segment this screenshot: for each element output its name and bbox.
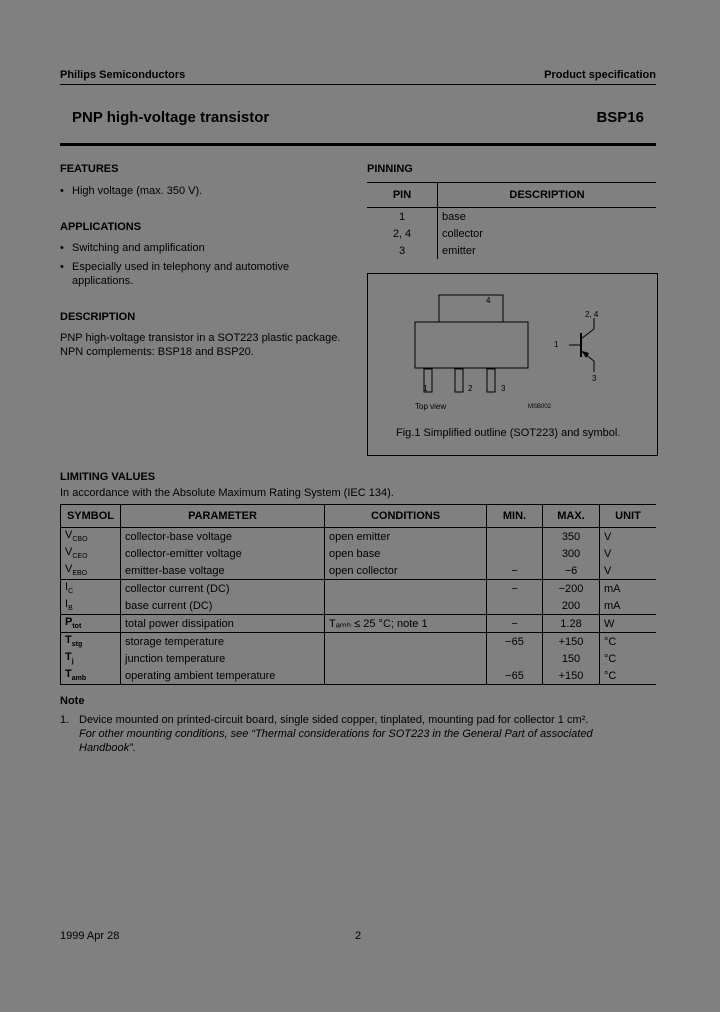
- pin-col-header: PIN: [367, 183, 438, 208]
- table-row: [61, 528, 657, 546]
- table-row: [61, 650, 657, 667]
- drawing-code: MSB002: [528, 404, 552, 410]
- symbol: V: [65, 546, 73, 559]
- conditions-cell: [325, 650, 487, 667]
- symbol-subscript: CBO: [72, 536, 88, 544]
- symbol-label: 3: [592, 374, 597, 383]
- pin-desc: collector: [442, 227, 483, 240]
- max-cell: 300: [543, 545, 600, 562]
- parameter-cell: operating ambient temperature: [121, 667, 325, 685]
- symbol-cell: [61, 528, 121, 546]
- symbol-cell: [61, 580, 121, 598]
- conditions-cell: [325, 633, 487, 651]
- col-header: UNIT: [600, 505, 657, 528]
- table-row: [367, 208, 656, 226]
- features-item: • High voltage (max. 350 V).: [60, 184, 202, 198]
- table-row: [61, 562, 657, 580]
- parameter-cell: collector-base voltage: [121, 528, 325, 546]
- unit-cell: V: [600, 545, 657, 562]
- symbol: T: [65, 634, 72, 647]
- figure-caption: Fig.1 Simplified outline (SOT223) and symbol.: [396, 427, 621, 439]
- table-row: [61, 545, 657, 562]
- parameter-cell: junction temperature: [121, 650, 325, 667]
- note-number: 1.: [60, 714, 70, 726]
- max-cell: −6: [543, 562, 600, 580]
- table-row: [367, 242, 656, 259]
- parameter-cell: base current (DC): [121, 597, 325, 615]
- col-header: MAX.: [543, 505, 600, 528]
- symbol: T: [65, 668, 72, 681]
- col-header: MIN.: [487, 505, 543, 528]
- unit-cell: °C: [600, 667, 657, 685]
- symbol-subscript: EBO: [72, 570, 88, 578]
- unit-cell: mA: [600, 580, 657, 598]
- symbol-cell: [61, 633, 121, 651]
- symbol-cell: [61, 650, 121, 667]
- footer-date: 1999 Apr 28: [60, 930, 120, 942]
- conditions-cell: open emitter: [325, 528, 487, 546]
- applications-item: • Especially used in telephony and automotive: [60, 260, 289, 274]
- lead-3: [487, 369, 495, 392]
- pin-label: 4: [486, 296, 491, 305]
- symbol-label: 2, 4: [585, 310, 599, 319]
- symbol-cell: [61, 597, 121, 615]
- max-cell: 200: [543, 597, 600, 615]
- symbol-subscript: C: [68, 588, 74, 596]
- conditions-cell: [325, 597, 487, 615]
- conditions-cell: Tₐₘₕ ≤ 25 °C; note 1: [325, 615, 487, 633]
- applications-item: • Switching and amplification: [60, 241, 205, 255]
- product-title: PNP high-voltage transistor: [72, 109, 270, 126]
- limiting-table: [60, 504, 656, 685]
- pin-number: 2, 4: [367, 225, 438, 242]
- pin-desc: emitter: [442, 244, 476, 257]
- lead-2: [455, 369, 463, 392]
- min-cell: −65: [487, 633, 543, 651]
- min-cell: [487, 650, 543, 667]
- pin-desc: base: [442, 210, 466, 223]
- unit-cell: V: [600, 528, 657, 546]
- min-cell: [487, 528, 543, 546]
- symbol: T: [65, 651, 72, 664]
- company-name: Philips Semiconductors: [60, 69, 186, 81]
- table-row: [61, 597, 657, 615]
- pin-label: 1: [423, 384, 428, 393]
- description-heading: DESCRIPTION: [60, 311, 136, 323]
- limiting-heading: LIMITING VALUES: [60, 471, 156, 483]
- min-cell: [487, 545, 543, 562]
- table-row: [61, 667, 657, 685]
- max-cell: 150: [543, 650, 600, 667]
- col-header: PARAMETER: [121, 505, 325, 528]
- table-row: [61, 580, 657, 598]
- symbol-label: 1: [554, 340, 559, 349]
- note-line: For other mounting conditions, see “Thermal considerations for SOT223 in the General Part of associated: [79, 728, 593, 740]
- symbol-cell: [61, 562, 121, 580]
- parameter-cell: emitter-base voltage: [121, 562, 325, 580]
- unit-cell: W: [600, 615, 657, 633]
- conditions-cell: [325, 667, 487, 685]
- min-cell: −: [487, 580, 543, 598]
- symbol-subscript: j: [71, 658, 74, 666]
- parameter-cell: storage temperature: [121, 633, 325, 651]
- symbol: V: [65, 563, 73, 576]
- parameter-cell: collector current (DC): [121, 580, 325, 598]
- symbol-cell: [61, 545, 121, 562]
- symbol: V: [65, 529, 73, 542]
- top-view-label: Top view: [415, 402, 447, 411]
- applications-item-cont: applications.: [72, 275, 134, 287]
- parameter-cell: total power dissipation: [121, 615, 325, 633]
- symbol-cell: [61, 667, 121, 685]
- conditions-cell: open base: [325, 545, 487, 562]
- max-cell: −200: [543, 580, 600, 598]
- col-header: CONDITIONS: [325, 505, 487, 528]
- pinning-table: [367, 182, 656, 259]
- table-row: [61, 633, 657, 651]
- package-body: [415, 322, 528, 368]
- symbol-subscript: CEO: [72, 553, 88, 561]
- symbol-subscript: amb: [71, 675, 87, 683]
- col-header: SYMBOL: [61, 505, 121, 528]
- max-cell: 1.28: [543, 615, 600, 633]
- note-line: Handbook”.: [79, 742, 136, 754]
- table-row: [367, 225, 656, 242]
- pin-label: 3: [501, 384, 506, 393]
- pin-number: 3: [367, 242, 438, 259]
- note-line: Device mounted on printed-circuit board, single sided copper, tinplated, mounting pad for collector 1 cm².: [79, 714, 589, 726]
- unit-cell: mA: [600, 597, 657, 615]
- conditions-cell: [325, 580, 487, 598]
- description-line: PNP high-voltage transistor in a SOT223 plastic package.: [60, 332, 341, 344]
- min-cell: −: [487, 615, 543, 633]
- symbol-subscript: B: [68, 605, 73, 613]
- desc-col-header: DESCRIPTION: [438, 183, 657, 208]
- symbol-subscript: stg: [71, 641, 83, 649]
- symbol-cell: [61, 615, 121, 633]
- pin-number: 1: [367, 208, 438, 226]
- doc-type: Product specification: [544, 69, 656, 81]
- unit-cell: °C: [600, 650, 657, 667]
- header-rule: [60, 84, 656, 85]
- part-number: BSP16: [596, 109, 644, 126]
- features-heading: FEATURES: [60, 163, 119, 175]
- outline-figure: [367, 273, 658, 456]
- unit-cell: °C: [600, 633, 657, 651]
- tab-pin-4: [439, 295, 503, 322]
- limiting-intro: In accordance with the Absolute Maximum Rating System (IEC 134).: [60, 487, 394, 499]
- parameter-cell: collector-emitter voltage: [121, 545, 325, 562]
- max-cell: 350: [543, 528, 600, 546]
- pinning-heading: PINNING: [367, 163, 413, 175]
- min-cell: −: [487, 562, 543, 580]
- min-cell: [487, 597, 543, 615]
- min-cell: −65: [487, 667, 543, 685]
- pin-label: 2: [468, 384, 473, 393]
- unit-cell: V: [600, 562, 657, 580]
- description-line: NPN complements: BSP18 and BSP20.: [60, 346, 254, 358]
- applications-heading: APPLICATIONS: [60, 221, 142, 233]
- symbol: P: [65, 616, 73, 629]
- table-row: [61, 615, 657, 633]
- collector-line: [581, 329, 594, 339]
- conditions-cell: open collector: [325, 562, 487, 580]
- note-heading: Note: [60, 695, 85, 707]
- max-cell: +150: [543, 633, 600, 651]
- symbol: I: [65, 598, 69, 611]
- page-number: 2: [355, 930, 362, 942]
- symbol: I: [65, 581, 69, 594]
- max-cell: +150: [543, 667, 600, 685]
- symbol-subscript: tot: [72, 623, 82, 631]
- title-rule: [60, 143, 656, 146]
